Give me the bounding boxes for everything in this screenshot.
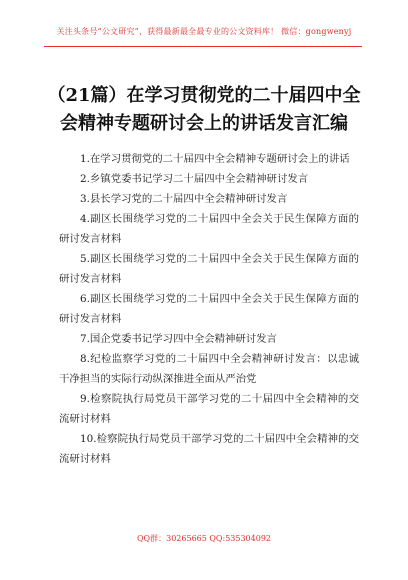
table-of-contents <box>59 149 359 469</box>
toc-item: 7.国企党委书记学习四中全会精神研讨发言 <box>80 333 277 345</box>
toc-item: 10.检察院执行局党员干部学习党的二十届四中全会精神的交流研讨材料 <box>59 433 359 465</box>
toc-item: 6.副区长围绕学习党的二十届四中全会关于民生保障方面的研讨发言材料 <box>59 293 359 325</box>
document-title: （21篇）在学习贯彻党的二十届四中全会精神专题研讨会上的讲话发言汇编 <box>47 85 361 134</box>
footer-contact: QQ群：30265665 QQ:535304092 <box>137 534 271 543</box>
header-notice: 关注头条号“公文研究”，获得最新最全最专业的公文资料库！ 微信：gongwenyj <box>56 27 352 36</box>
toc-item: 5.副区长围绕学习党的二十届四中全会关于民生保障方面的研讨发言材料 <box>59 253 359 285</box>
toc-item: 8.纪检监察学习党的二十届四中全会精神研讨发言：以忠诚干净担当的实际行动纵深推进全面从严治党 <box>59 353 359 385</box>
toc-item: 2.乡镇党委书记学习二十届四中全会精神研讨发言 <box>80 173 309 185</box>
toc-item: 1.在学习贯彻党的二十届四中全会精神专题研讨会上的讲话 <box>80 153 350 165</box>
header-divider <box>44 46 362 47</box>
toc-item: 9.检察院执行局党员干部学习党的二十届四中全会精神的交流研讨材料 <box>59 393 359 425</box>
toc-item: 3.县长学习党的二十届四中全会精神研讨发言 <box>80 193 288 205</box>
toc-item: 4.副区长围绕学习党的二十届四中全会关于民生保障方面的研讨发言材料 <box>59 213 359 245</box>
